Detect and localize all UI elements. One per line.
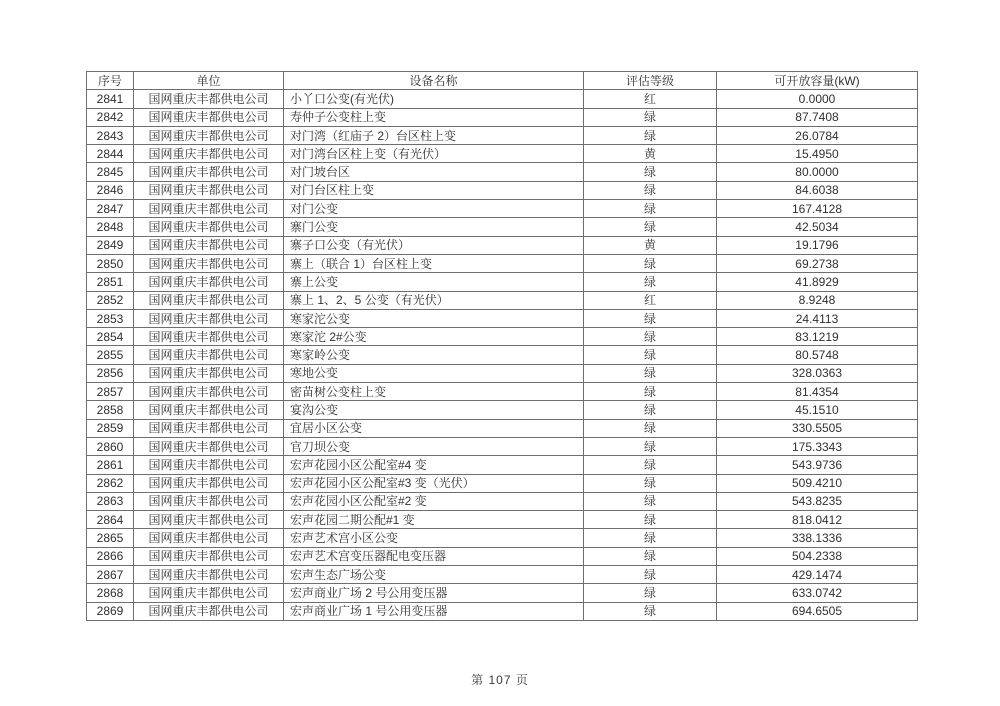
capacity-cell: 84.6038 xyxy=(717,181,918,199)
table-row xyxy=(87,456,918,474)
table-row xyxy=(87,145,918,163)
grade-cell: 绿 xyxy=(584,346,717,364)
table-header-row xyxy=(87,72,918,90)
device-name-cell: 宏声花园小区公配室#3 变（光伏） xyxy=(284,474,584,492)
table-row xyxy=(87,273,918,291)
grade-cell: 黄 xyxy=(584,236,717,254)
capacity-cell: 24.4113 xyxy=(717,309,918,327)
grade-cell: 绿 xyxy=(584,254,717,272)
serial-cell: 2854 xyxy=(87,328,134,346)
capacity-cell: 328.0363 xyxy=(717,364,918,382)
grade-cell: 绿 xyxy=(584,181,717,199)
capacity-cell: 69.2738 xyxy=(717,254,918,272)
grade-cell: 红 xyxy=(584,90,717,108)
unit-cell: 国网重庆丰都供电公司 xyxy=(134,474,284,492)
unit-cell: 国网重庆丰都供电公司 xyxy=(134,346,284,364)
table-row xyxy=(87,602,918,620)
grade-cell: 绿 xyxy=(584,529,717,547)
serial-cell: 2842 xyxy=(87,108,134,126)
unit-cell: 国网重庆丰都供电公司 xyxy=(134,90,284,108)
unit-cell: 国网重庆丰都供电公司 xyxy=(134,291,284,309)
serial-cell: 2857 xyxy=(87,383,134,401)
header-capacity: 可开放容量(kW) xyxy=(717,72,918,90)
device-name-cell: 寿仲子公变柱上变 xyxy=(284,108,584,126)
device-name-cell: 对门台区柱上变 xyxy=(284,181,584,199)
unit-cell: 国网重庆丰都供电公司 xyxy=(134,218,284,236)
device-name-cell: 密苗树公变柱上变 xyxy=(284,383,584,401)
table-row xyxy=(87,126,918,144)
unit-cell: 国网重庆丰都供电公司 xyxy=(134,456,284,474)
serial-cell: 2853 xyxy=(87,309,134,327)
serial-cell: 2848 xyxy=(87,218,134,236)
serial-cell: 2845 xyxy=(87,163,134,181)
capacity-cell: 330.5505 xyxy=(717,419,918,437)
serial-cell: 2855 xyxy=(87,346,134,364)
device-name-cell: 宏声花园小区公配室#2 变 xyxy=(284,492,584,510)
device-name-cell: 寨上公变 xyxy=(284,273,584,291)
device-name-cell: 小丫口公变(有光伏) xyxy=(284,90,584,108)
capacity-cell: 509.4210 xyxy=(717,474,918,492)
serial-cell: 2846 xyxy=(87,181,134,199)
grade-cell: 绿 xyxy=(584,328,717,346)
capacity-cell: 45.1510 xyxy=(717,401,918,419)
unit-cell: 国网重庆丰都供电公司 xyxy=(134,401,284,419)
device-name-cell: 寒地公变 xyxy=(284,364,584,382)
device-name-cell: 宏声艺术宫变压器配电变压器 xyxy=(284,547,584,565)
table-row xyxy=(87,474,918,492)
table-row xyxy=(87,364,918,382)
table-row xyxy=(87,291,918,309)
grade-cell: 黄 xyxy=(584,145,717,163)
grade-cell: 绿 xyxy=(584,566,717,584)
table-row xyxy=(87,566,918,584)
capacity-cell: 0.0000 xyxy=(717,90,918,108)
unit-cell: 国网重庆丰都供电公司 xyxy=(134,181,284,199)
device-name-cell: 宏声花园二期公配#1 变 xyxy=(284,511,584,529)
capacity-cell: 87.7408 xyxy=(717,108,918,126)
device-name-cell: 宏声生态广场公变 xyxy=(284,566,584,584)
device-name-cell: 寨上（联合 1）台区柱上变 xyxy=(284,254,584,272)
device-name-cell: 宏声商业广场 2 号公用变压器 xyxy=(284,584,584,602)
serial-cell: 2852 xyxy=(87,291,134,309)
grade-cell: 绿 xyxy=(584,163,717,181)
grade-cell: 绿 xyxy=(584,584,717,602)
device-name-cell: 对门公变 xyxy=(284,200,584,218)
capacity-cell: 694.6505 xyxy=(717,602,918,620)
unit-cell: 国网重庆丰都供电公司 xyxy=(134,328,284,346)
capacity-cell: 41.8929 xyxy=(717,273,918,291)
serial-cell: 2865 xyxy=(87,529,134,547)
grade-cell: 绿 xyxy=(584,474,717,492)
unit-cell: 国网重庆丰都供电公司 xyxy=(134,529,284,547)
capacity-cell: 175.3343 xyxy=(717,437,918,455)
serial-cell: 2850 xyxy=(87,254,134,272)
grade-cell: 绿 xyxy=(584,383,717,401)
capacity-cell: 167.4128 xyxy=(717,200,918,218)
serial-cell: 2862 xyxy=(87,474,134,492)
unit-cell: 国网重庆丰都供电公司 xyxy=(134,383,284,401)
capacity-cell: 26.0784 xyxy=(717,126,918,144)
serial-cell: 2864 xyxy=(87,511,134,529)
table-row xyxy=(87,254,918,272)
grade-cell: 绿 xyxy=(584,401,717,419)
device-name-cell: 寒家岭公变 xyxy=(284,346,584,364)
unit-cell: 国网重庆丰都供电公司 xyxy=(134,200,284,218)
serial-cell: 2851 xyxy=(87,273,134,291)
table-body xyxy=(87,90,918,621)
capacity-cell: 818.0412 xyxy=(717,511,918,529)
unit-cell: 国网重庆丰都供电公司 xyxy=(134,511,284,529)
capacity-cell: 80.0000 xyxy=(717,163,918,181)
device-name-cell: 宴沟公变 xyxy=(284,401,584,419)
unit-cell: 国网重庆丰都供电公司 xyxy=(134,145,284,163)
serial-cell: 2861 xyxy=(87,456,134,474)
header-unit: 单位 xyxy=(134,72,284,90)
capacity-cell: 8.9248 xyxy=(717,291,918,309)
capacity-table xyxy=(86,71,918,621)
grade-cell: 绿 xyxy=(584,108,717,126)
serial-cell: 2863 xyxy=(87,492,134,510)
table-row xyxy=(87,90,918,108)
unit-cell: 国网重庆丰都供电公司 xyxy=(134,273,284,291)
capacity-cell: 80.5748 xyxy=(717,346,918,364)
table-row xyxy=(87,218,918,236)
grade-cell: 红 xyxy=(584,291,717,309)
table-row xyxy=(87,328,918,346)
unit-cell: 国网重庆丰都供电公司 xyxy=(134,547,284,565)
unit-cell: 国网重庆丰都供电公司 xyxy=(134,108,284,126)
unit-cell: 国网重庆丰都供电公司 xyxy=(134,236,284,254)
unit-cell: 国网重庆丰都供电公司 xyxy=(134,126,284,144)
unit-cell: 国网重庆丰都供电公司 xyxy=(134,492,284,510)
unit-cell: 国网重庆丰都供电公司 xyxy=(134,437,284,455)
unit-cell: 国网重庆丰都供电公司 xyxy=(134,364,284,382)
capacity-cell: 83.1219 xyxy=(717,328,918,346)
unit-cell: 国网重庆丰都供电公司 xyxy=(134,419,284,437)
table-row xyxy=(87,511,918,529)
capacity-cell: 15.4950 xyxy=(717,145,918,163)
unit-cell: 国网重庆丰都供电公司 xyxy=(134,254,284,272)
grade-cell: 绿 xyxy=(584,200,717,218)
serial-cell: 2856 xyxy=(87,364,134,382)
device-name-cell: 寨子口公变（有光伏） xyxy=(284,236,584,254)
grade-cell: 绿 xyxy=(584,309,717,327)
grade-cell: 绿 xyxy=(584,456,717,474)
unit-cell: 国网重庆丰都供电公司 xyxy=(134,566,284,584)
serial-cell: 2867 xyxy=(87,566,134,584)
device-name-cell: 对门湾（红庙子 2）台区柱上变 xyxy=(284,126,584,144)
device-name-cell: 官刀坝公变 xyxy=(284,437,584,455)
grade-cell: 绿 xyxy=(584,547,717,565)
unit-cell: 国网重庆丰都供电公司 xyxy=(134,602,284,620)
device-name-cell: 宏声艺术宫小区公变 xyxy=(284,529,584,547)
table-row xyxy=(87,584,918,602)
device-name-cell: 寨上 1、2、5 公变（有光伏） xyxy=(284,291,584,309)
table-row xyxy=(87,383,918,401)
grade-cell: 绿 xyxy=(584,364,717,382)
device-name-cell: 寨门公变 xyxy=(284,218,584,236)
table-row xyxy=(87,346,918,364)
unit-cell: 国网重庆丰都供电公司 xyxy=(134,584,284,602)
table-row xyxy=(87,163,918,181)
grade-cell: 绿 xyxy=(584,419,717,437)
serial-cell: 2866 xyxy=(87,547,134,565)
grade-cell: 绿 xyxy=(584,126,717,144)
grade-cell: 绿 xyxy=(584,273,717,291)
serial-cell: 2858 xyxy=(87,401,134,419)
grade-cell: 绿 xyxy=(584,437,717,455)
table-row xyxy=(87,108,918,126)
table-row xyxy=(87,437,918,455)
capacity-cell: 633.0742 xyxy=(717,584,918,602)
capacity-cell: 338.1336 xyxy=(717,529,918,547)
header-device-name: 设备名称 xyxy=(284,72,584,90)
header-grade: 评估等级 xyxy=(584,72,717,90)
serial-cell: 2847 xyxy=(87,200,134,218)
device-name-cell: 寒家沱 2#公变 xyxy=(284,328,584,346)
header-serial: 序号 xyxy=(87,72,134,90)
unit-cell: 国网重庆丰都供电公司 xyxy=(134,163,284,181)
device-name-cell: 宏声花园小区公配室#4 变 xyxy=(284,456,584,474)
table-row xyxy=(87,529,918,547)
table-row xyxy=(87,492,918,510)
page-number: 第 107 页 xyxy=(471,673,529,687)
grade-cell: 绿 xyxy=(584,218,717,236)
capacity-cell: 42.5034 xyxy=(717,218,918,236)
capacity-cell: 19.1796 xyxy=(717,236,918,254)
capacity-cell: 81.4354 xyxy=(717,383,918,401)
table-row xyxy=(87,200,918,218)
serial-cell: 2841 xyxy=(87,90,134,108)
grade-cell: 绿 xyxy=(584,492,717,510)
grade-cell: 绿 xyxy=(584,511,717,529)
unit-cell: 国网重庆丰都供电公司 xyxy=(134,309,284,327)
serial-cell: 2843 xyxy=(87,126,134,144)
grade-cell: 绿 xyxy=(584,602,717,620)
device-name-cell: 宏声商业广场 1 号公用变压器 xyxy=(284,602,584,620)
table-row xyxy=(87,419,918,437)
capacity-cell: 543.9736 xyxy=(717,456,918,474)
serial-cell: 2849 xyxy=(87,236,134,254)
device-name-cell: 对门湾台区柱上变（有光伏） xyxy=(284,145,584,163)
device-name-cell: 寒家沱公变 xyxy=(284,309,584,327)
capacity-cell: 543.8235 xyxy=(717,492,918,510)
serial-cell: 2868 xyxy=(87,584,134,602)
table-row xyxy=(87,236,918,254)
serial-cell: 2859 xyxy=(87,419,134,437)
capacity-cell: 429.1474 xyxy=(717,566,918,584)
serial-cell: 2860 xyxy=(87,437,134,455)
table-row xyxy=(87,401,918,419)
capacity-cell: 504.2338 xyxy=(717,547,918,565)
serial-cell: 2869 xyxy=(87,602,134,620)
device-name-cell: 对门坡台区 xyxy=(284,163,584,181)
table-row xyxy=(87,181,918,199)
table-row xyxy=(87,547,918,565)
table-row xyxy=(87,309,918,327)
device-name-cell: 宜居小区公变 xyxy=(284,419,584,437)
serial-cell: 2844 xyxy=(87,145,134,163)
